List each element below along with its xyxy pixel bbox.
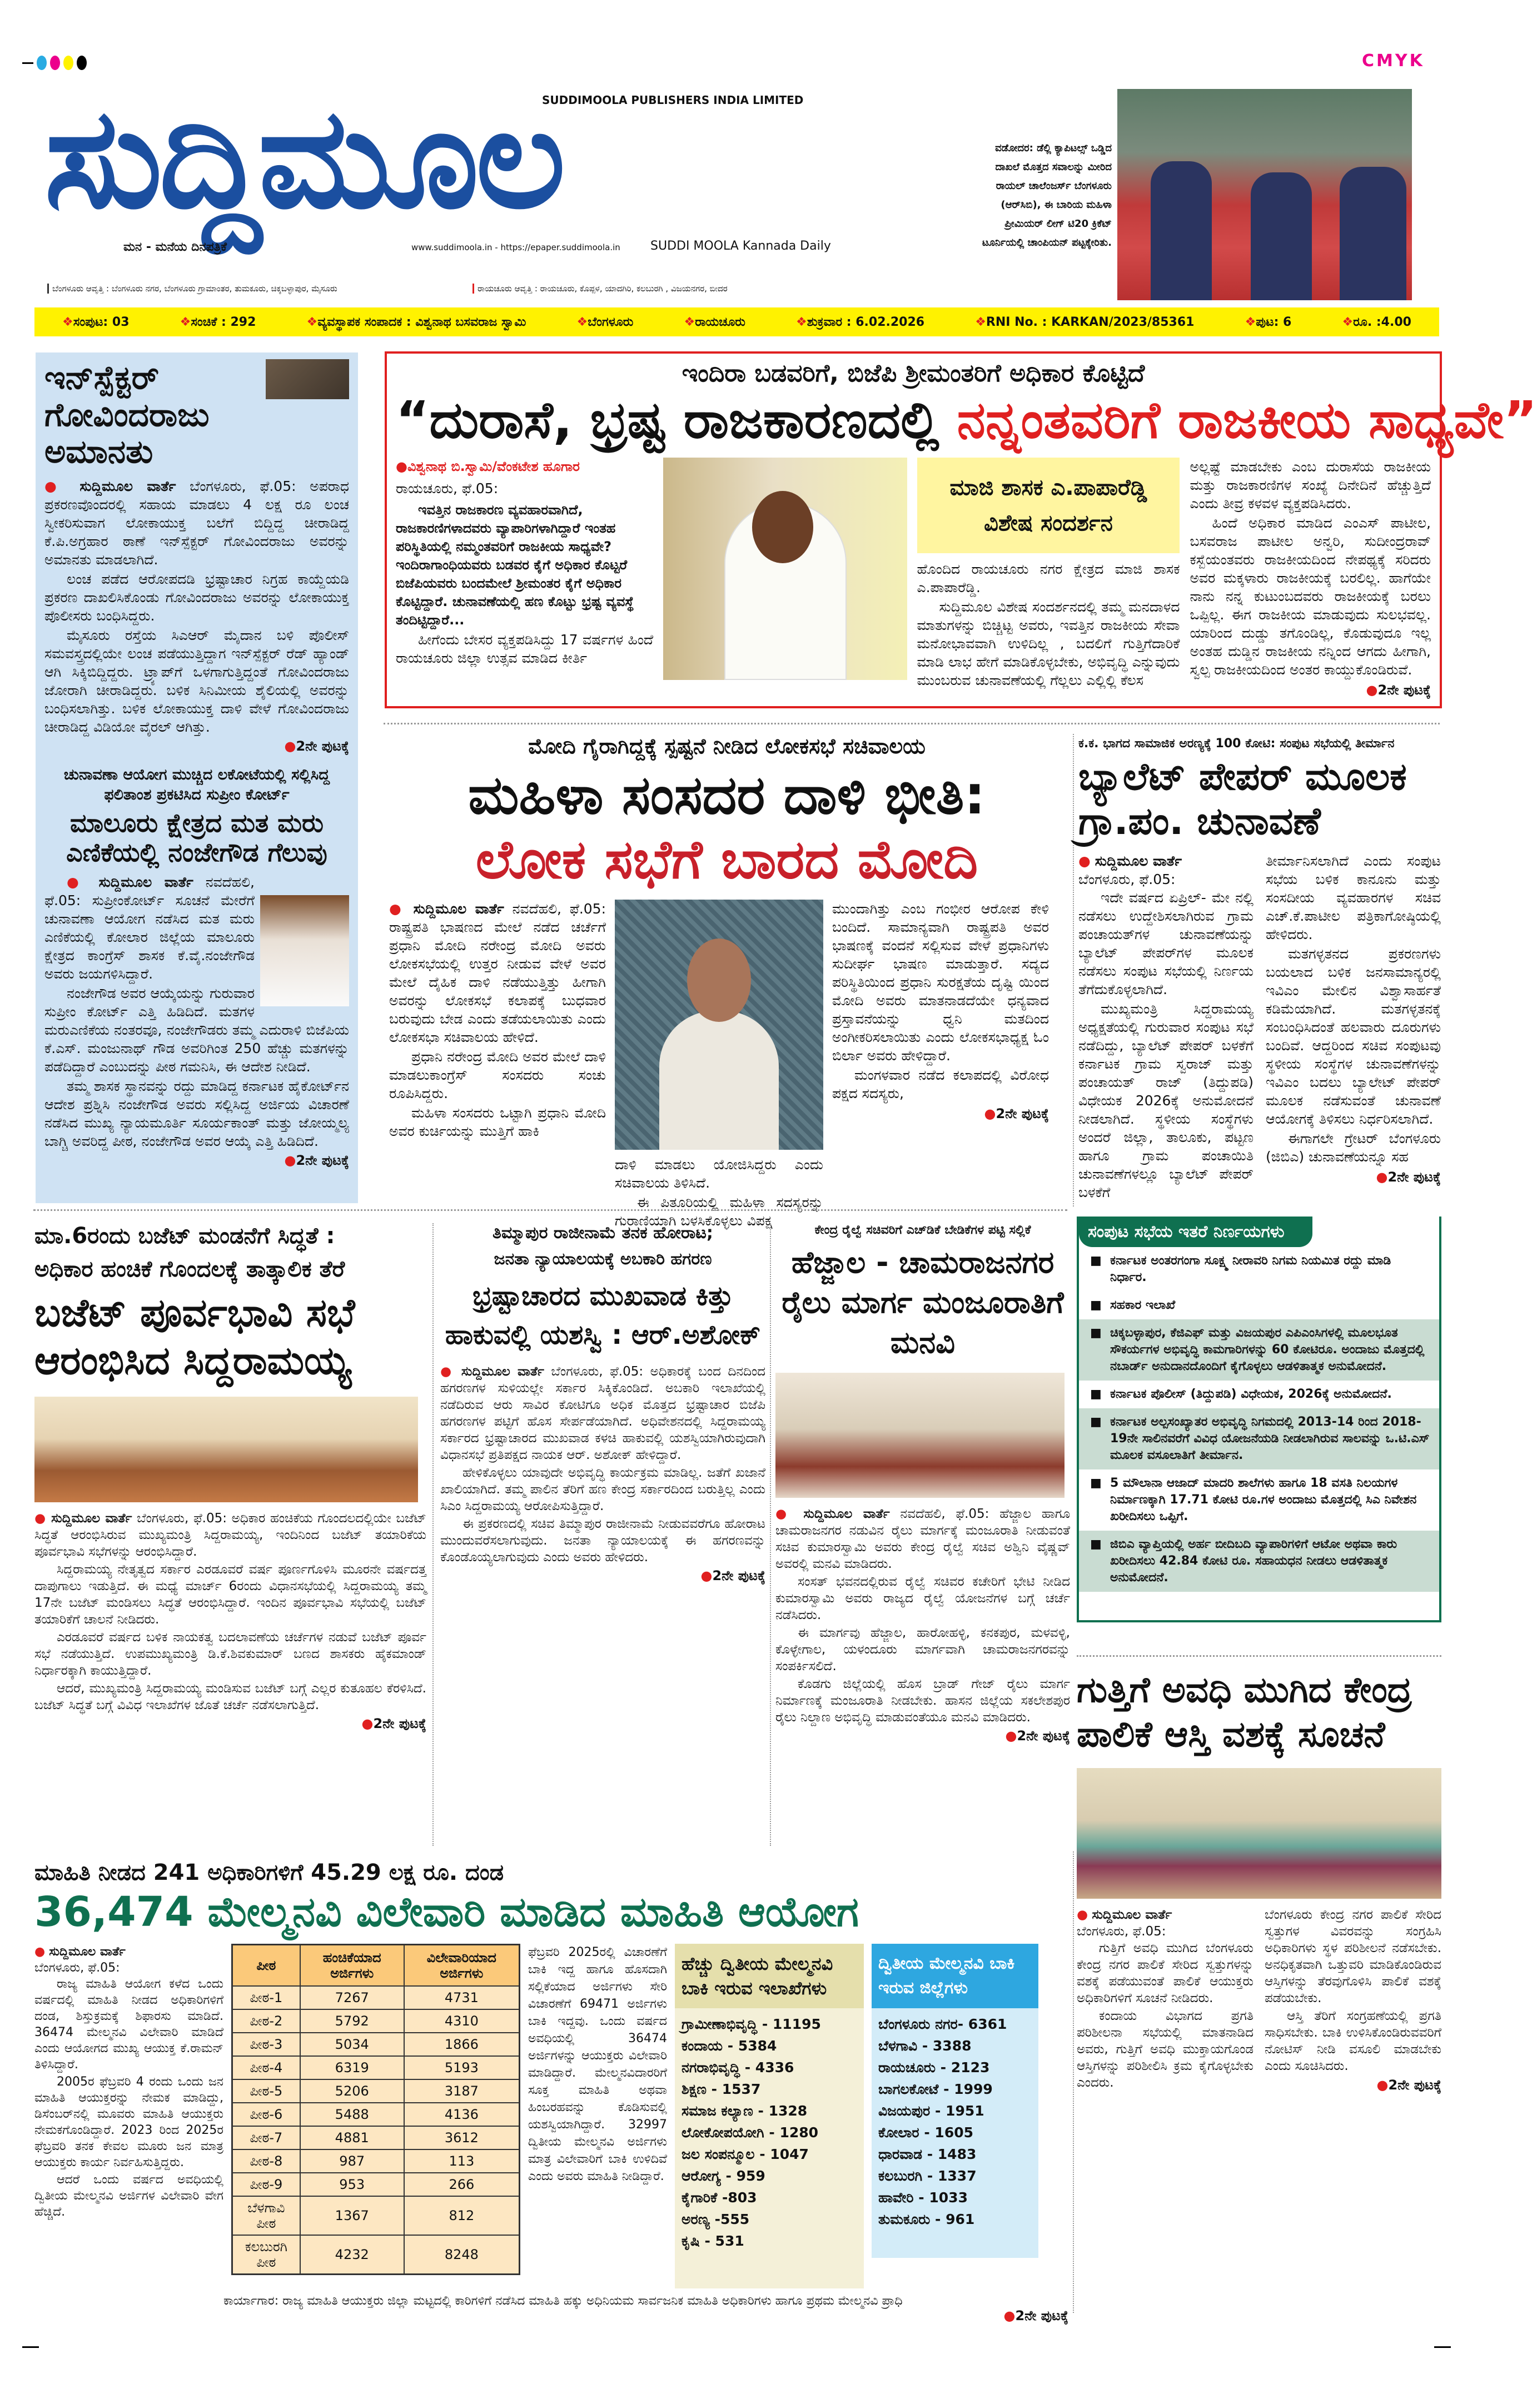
modi-col-1: ● ಸುದ್ದಿಮೂಲ ವಾರ್ತೆ ನವದೆಹಲಿ, ಫೆ.05: ರಾಷ್ಟ್ರಪತಿ ಭಾಷಣದ ಮೇಲೆ ನಡೆದ ಚರ್ಚೆಗೆ ಪ್ರಧಾನಿ ಮೋದಿ ನರೇಂದ್ರ ಮೋದಿ ಅವರು ಲೋಕಸಭೆಯಲ್ಲಿ ಉತ್ತರ ನೀಡುವ ವೇಳೆ ಅವರ ಮೇಲೆ ದೈಹಿಕ ದಾಳಿ ನಡೆಯುತ್ತಿತ್ತು ಹೀಗಾಗಿ ಅವರನ್ನು ಲೋಕಸಭೆ ಕಲಾಪಕ್ಕೆ ಬುಧವಾರ ಬರುವುದು ಬೇಡ ಎಂದು ತಡೆಯಲಾಯಿತು ಎಂದು ಲೋಕಸಭಾ ಸಚಿವಾಲಯ ಹೇಳಿದೆ. ಪ್ರಧಾನಿ ನರೇಂದ್ರ ಮೋದಿ ಅವರ ಮೇಲೆ ದಾಳಿ ಮಾಡಲುಕಾಂಗ್ರೆಸ್ ಸಂಸದರು ಸಂಚು ರೂಪಿಸಿದ್ದರು. ಮಹಿಳಾ ಸಂಸದರು ಒಟ್ಟಾಗಿ ಪ್ರಧಾನಿ ಮೋದಿ ಅವರ ಕುರ್ಚಿಯನ್ನು ಮುತ್ತಿಗೆ ಹಾಕಿ — [389, 900, 606, 1139]
table-cell: 7267 — [300, 1986, 404, 2009]
photo-caption: ವಡೋದರ: ಡೆಲ್ಲಿ ಕ್ಯಾಪಿಟಲ್ಸ್ ಒಡ್ಡಿದ ದಾಖಲೆ ಮೊತ್ತದ ಸವಾಲನ್ನು ಮೀರಿದ ರಾಯಲ್ ಚಾಲೆಂಜರ್ಸ್ ಬೆಂಗಳೂರು (ಆರ್‌ಸಿಬಿ), ಈ ಬಾರಿಯ ಮಹಿಳಾ ಪ್ರೀಮಿಯರ್ ಲೀಗ್ ಟಿ20 ಕ್ರಿಕೆಟ್ ಟೂರ್ನಿಯಲ್ಲಿ ಚಾಂಪಿಯನ್ ಪಟ್ಟಕ್ಕೇರಿತು. — [982, 142, 1112, 249]
departments-box-title: ಹೆಚ್ಚು ದ್ವಿತೀಯ ಮೇಲ್ಮನವಿ ಬಾಕಿ ಇರುವ ಇಲಾಖೆಗಳು — [675, 1944, 864, 2008]
ashok-headline: ಭ್ರಷ್ಟಾಚಾರದ ಮುಖವಾಡ ಕಿತ್ತು ಹಾಕುವಲ್ಲಿ ಯಶಸ್ವಿ : ಆರ್.ಅಶೋಕ್ — [445, 1280, 761, 1351]
paapareddy-photo — [663, 458, 907, 680]
rti-headline: 36,474 ಮೇಲ್ಮನವಿ ವಿಲೇವಾರಿ ಮಾಡಿದ ಮಾಹಿತಿ ಆಯೋಗ — [34, 1888, 859, 1936]
modi-headline-black: ಮಹಿಳಾ ಸಂಸದರ ದಾಳಿ ಭೀತಿ: — [468, 764, 986, 826]
rti-col-text: ಫೆಬ್ರವರಿ 2025ರಲ್ಲಿ ವಿಚಾರಣೆಗೆ ಬಾಕಿ ಇದ್ದ ಹಾಗೂ ಹೊಸದಾಗಿ ಸಲ್ಲಿಕೆಯಾದ ಅರ್ಜಿಗಳು ಸೇರಿ ವಿಚಾರಣೆಗೆ 69471 ಅರ್ಜಿಗಳು ಬಾಕಿ ಇದ್ದವು. ಒಂದು ವರ್ಷದ ಅವಧಿಯಲ್ಲಿ 36474 ಅರ್ಜಿಗಳನ್ನು ಆಯುಕ್ತರು ವಿಲೇವಾರಿ ಮಾಡಿದ್ದಾರೆ. ಮೇಲ್ಮನವಿದಾರರಿಗೆ ಸೂಕ್ತ ಮಾಹಿತಿ ಅಥವಾ ಹಿಂಬರಹವನ್ನು ಕೊಡಿಸುವಲ್ಲಿ ಯಶಸ್ವಿಯಾಗಿದ್ದಾರೆ. 32997 ದ್ವಿತೀಯ ಮೇಲ್ಮನವಿ ಅರ್ಜಿಗಳು ಮಾತ್ರ ವಿಲೇವಾರಿಗೆ ಬಾಕಿ ಉಳಿದಿವೆ ಎಂದು ಅವರು ಮಾಹಿತಿ ನೀಡಿದ್ದಾರೆ. — [528, 1945, 667, 2184]
lead-headline: “ದುರಾಸೆ, ಭ್ರಷ್ಟ ರಾಜಕಾರಣದಲ್ಲಿ ನನ್ನಂತವರಿಗೆ ರಾಜಕೀಯ ಸಾಧ್ಯವೇ” — [396, 390, 1537, 450]
color-swatch-yellow — [63, 56, 73, 70]
ballot-col-2: ತೀರ್ಮಾನಿಸಲಾಗಿದೆ ಎಂದು ಸಂಪುಟ ಸಭೆಯ ಬಳಿಕ ಕಾನೂನು ಮತ್ತು ಸಂಸದೀಯ ವ್ಯವಹಾರಗಳ ಸಚಿವ ಎಚ್.ಕೆ.ಪಾಟೀಲ ಪತ್ರಿಕಾಗೋಷ್ಠಿಯಲ್ಲಿ ಹೇಳಿದರು. ಮತಗಳ್ಳತನದ ಪ್ರಕರಣಗಳು ಬಯಲಾದ ಬಳಿಕ ಜನಸಾಮಾನ್ಯರಲ್ಲಿ ಇವಿಎಂ ಮೇಲಿನ ವಿಶ್ವಾಸಾರ್ಹತೆ ಕಡಿಮೆಯಾಗಿದೆ. ಮತಗಳ್ಳತನಕ್ಕೆ ಸಂಬಂಧಿಸಿದಂತೆ ಹಲವಾರು ದೂರುಗಳು ಬಂದಿವೆ. ಆದ್ದರಿಂದ ಸಚಿವ ಸಂಪುಟವು ಸ್ಥಳೀಯ ಸಂಸ್ಥೆಗಳ ಚುನಾವಣೆಗಳನ್ನು ಇವಿಎಂ ಬದಲು ಬ್ಯಾಲೇಟ್ ಪೇಪರ್ ಮೂಲಕ ನಡೆಸುವಂತೆ ಚುನಾವಣೆ ಆಯೋಗಕ್ಕೆ ತಿಳಿಸಲು ನಿರ್ಧರಿಸಲಾಗಿದೆ. ಈಗಾಗಲೇ ಗ್ರೇಟರ್ ಬೆಂಗಳೂರು (ಜಿಬಿಎ) ಚುನಾವಣೆಯನ್ನೂ ಸಹ ●2ನೇ ಪುಟಕ್ಕೆ — [1266, 852, 1441, 1203]
list-item: ವಿಜಯಪುರ - 1951 — [878, 2103, 984, 2119]
table-header: ವಿಲೇವಾರಿಯಾದ ಅರ್ಜಿಗಳು — [404, 1945, 520, 1987]
info-city-bengaluru: ❖ಬೆಂಗಳೂರು — [576, 315, 634, 329]
table-row — [232, 2196, 520, 2235]
table-cell: 4310 — [404, 2009, 520, 2033]
edition-raichur: ರಾಯಚೂರು ಆವೃತ್ತಿ : ರಾಯಚೂರು, ಕೊಪ್ಪಳ, ಯಾದಗಿರಿ, ಕಲಬುರಗಿ , ವಿಜಯನಗರ, ಬೀದರ — [472, 284, 728, 294]
continued-link[interactable]: ●2ನೇ ಪುಟಕ್ಕೆ — [1366, 682, 1431, 698]
budget-meeting-photo — [34, 1397, 418, 1502]
divider — [1073, 734, 1074, 1207]
table-cell: 5488 — [300, 2103, 404, 2126]
continued-link[interactable]: ●2ನೇ ಪುಟಕ್ಕೆ — [284, 1152, 349, 1168]
lease-story — [1077, 1668, 1444, 2313]
list-item: ಆರೋಗ್ಯ - 959 — [682, 2168, 765, 2184]
list-item: ಸಮಾಜ ಕಲ್ಯಾಣ - 1328 — [682, 2103, 808, 2119]
list-item: ಗ್ರಾಮೀಣಾಭಿವೃದ್ಧಿ - 11195 — [682, 2016, 821, 2033]
table-cell: ಪೀಠ-7 — [232, 2126, 300, 2149]
table-cell: ಪೀಠ-1 — [232, 1986, 300, 2009]
continued-link[interactable]: ●2ನೇ ಪುಟಕ್ಕೆ — [1005, 1728, 1070, 1744]
cmyk-label: CMYK — [1362, 51, 1425, 71]
kumaraswamy-meeting-photo — [775, 1373, 1065, 1498]
inspector-headline: ಇನ್‌ಸ್ಪೆಕ್ಟರ್ ಗೋವಿಂದರಾಜು ಅಮಾನತು — [44, 359, 210, 471]
lead-col-1: ●ವಿಶ್ವನಾಥ ಬಿ.ಸ್ವಾಮಿ/ವೆಂಕಟೇಶ ಹೂಗಾರ ರಾಯಚೂರು, ಫೆ.05: ಇವತ್ತಿನ ರಾಜಕಾರಣ ವ್ಯವಹಾರವಾಗಿದೆ, ರಾಜಕಾರಣಿಗಳಾದವರು ವ್ಯಾಪಾರಿಗಳಾಗಿದ್ದಾರೆ ಇಂತಹ ಪರಿಸ್ಥಿತಿಯಲ್ಲಿ ನಮ್ಮಂತವರಿಗೆ ರಾಜಕೀಯ ಸಾಧ್ಯವೇ? ಇಂದಿರಾಗಾಂಧಿಯವರು ಬಡವರ ಕೈಗೆ ಅಧಿಕಾರ ಕೊಟ್ಟರೆ ಬಿಜೆಪಿಯವರು ಬಂದಮೇಲೆ ಶ್ರೀಮಂತರ ಕೈಗೆ ಅಧಿಕಾರ ಕೊಟ್ಟಿದ್ದಾರೆ. ಚುನಾವಣೆಯಲ್ಲಿ ಹಣ ಕೊಟ್ಟು ಭ್ರಷ್ಟ ವ್ಯವಸ್ಥೆ ತಂದಿಟ್ಟಿದ್ದಾರೆ... ಹೀಗೆಂದು ಬೇಸರ ವ್ಯಕ್ತಪಡಿಸಿದ್ದು 17 ವರ್ಷಗಳ ಹಿಂದೆ ರಾಯಚೂರು ಜಿಲ್ಲಾ ಉತ್ಸವ ಮಾಡಿದ ಕೀರ್ತಿ — [396, 458, 654, 666]
departments-box — [675, 1944, 864, 2288]
table-header: ಹಂಚಿಕೆಯಾದ ಅರ್ಜಿಗಳು — [300, 1945, 404, 1987]
list-item: ಶಿಕ್ಷಣ - 1537 — [682, 2081, 761, 2098]
table-row — [232, 2126, 520, 2149]
crop-mark — [1434, 2346, 1451, 2348]
table-cell: ಪೀಠ-5 — [232, 2079, 300, 2103]
list-item: ಬೆಳಗಾವಿ - 3388 — [878, 2038, 972, 2054]
list-item: ಕೃಷಿ - 531 — [682, 2233, 744, 2250]
masthead-tagline: ಮನ - ಮನೆಯ ದಿನಪತ್ರಿಕೆ — [123, 240, 227, 254]
lead-col-3: ಹೊಂದಿದ ರಾಯಚೂರು ನಗರ ಕ್ಷೇತ್ರದ ಮಾಜಿ ಶಾಸಕ ಎ.ಪಾಪಾರೆಡ್ಡಿ. ಸುದ್ದಿಮೂಲ ವಿಶೇಷ ಸಂದರ್ಶನದಲ್ಲಿ ತಮ್ಮ ಮನದಾಳದ ಮಾತುಗಳನ್ನು ಬಿಚ್ಚಿಟ್ಟ ಅವರು, ಇವತ್ತಿನ ರಾಜಕೀಯ ಸೇವಾ ಮನೋಭಾವವಾಗಿ ಉಳಿದಿಲ್ಲ , ಬದಲಿಗೆ ಗುತ್ತಿಗೆದಾರಿಕೆ ಮಾಡಿ ಲಾಭ ಹೇಗೆ ಮಾಡಿಕೊಳ್ಳಬೇಕು, ಅಭಿವೃದ್ಧಿ ಎನ್ನುವುದು ಮುಂಬರುವ ಚುನಾವಣೆಯಲ್ಲಿ ಗೆಲ್ಲಲು ಎಲ್ಲಿಲ್ಲಿ ಕೆಲಸ — [917, 560, 1180, 688]
table-cell: 4232 — [300, 2235, 404, 2275]
table-cell: 1367 — [300, 2196, 404, 2235]
continued-link[interactable]: ●2ನೇ ಪುಟಕ್ಕೆ — [700, 1568, 765, 1583]
ballot-kicker: ಕ.ಕ. ಭಾಗದ ಸಾಮಾಜಿಕ ಅರಣ್ಯಕ್ಕೆ 100 ಕೋಟಿ: ಸಂಪುಟ ಸಭೆಯಲ್ಲಿ ತೀರ್ಮಾನ — [1078, 737, 1395, 751]
color-swatch-magenta — [50, 56, 60, 70]
continued-link[interactable]: ●2ನೇ ಪುಟಕ್ಕೆ — [1003, 2308, 1068, 2324]
table-cell: ಪೀಠ-4 — [232, 2056, 300, 2079]
lead-byline: ●ವಿಶ್ವನಾಥ ಬಿ.ಸ್ವಾಮಿ/ವೆಂಕಟೇಶ ಹೂಗಾರ — [396, 458, 580, 474]
table-cell: ಬೆಳಗಾವಿ ಪೀಠ — [232, 2196, 300, 2235]
list-item: ■ ಕರ್ನಾಟಕ ಅಲ್ಪಸಂಖ್ಯಾತರ ಅಭಿವೃದ್ಧಿ ನಿಗಮದಲ್ಲಿ 2013-14 ರಿಂದ 2018-19ನೇ ಸಾಲಿನವರೆಗೆ ವಿವಿಧ ಯೋಜನೆಯಡಿ ನೀಡಲಾಗಿರುವ ಸಾಲವನ್ನು ಒ.ಟಿ.ಎಸ್ ಮೂಲಕ ವಸೂಲಾತಿಗೆ ತೀರ್ಮಾನ. — [1079, 1408, 1439, 1469]
table-cell: 8248 — [404, 2235, 520, 2275]
table-cell: 953 — [300, 2173, 404, 2196]
list-item: ಕಲಬುರಗಿ - 1337 — [878, 2168, 977, 2184]
cabinet-decisions-list — [1079, 1247, 1439, 1592]
continued-link[interactable]: ●2ನೇ ಪುಟಕ್ಕೆ — [361, 1716, 426, 1731]
divider — [384, 723, 1440, 724]
list-item: ಬೆಂಗಳೂರು ನಗರ- 6361 — [878, 2016, 1007, 2033]
table-cell: ಪೀಠ-2 — [232, 2009, 300, 2033]
table-cell: 4881 — [300, 2126, 404, 2149]
maluru-headline: ಮಾಲೂರು ಕ್ಷೇತ್ರದ ಮತ ಮರು ಎಣಿಕೆಯಲ್ಲಿ ನಂಜೇಗೌಡ ಗೆಲುವು — [66, 808, 327, 867]
ashok-story — [440, 1223, 765, 1846]
table-row — [232, 2009, 520, 2033]
palike-meeting-photo — [1077, 1768, 1441, 1899]
list-item: ತುಮಕೂರು - 961 — [878, 2211, 975, 2228]
table-cell: 4136 — [404, 2103, 520, 2126]
table-row — [232, 2033, 520, 2056]
ballot-story — [1078, 737, 1445, 1207]
color-swatch-cyan — [37, 56, 47, 70]
list-item: ■ 5 ಮೌಲಾನಾ ಆಜಾದ್ ಮಾದರಿ ಶಾಲೆಗಳು ಹಾಗೂ 18 ವಸತಿ ನಿಲಯಗಳ ನಿರ್ಮಾಣಕ್ಕಾಗಿ 17.71 ಕೋಟಿ ರೂ.ಗಳ ಅಂದಾಜು ಮೊತ್ತದಲ್ಲಿ ಸಿಎ ನಿವೇಶನ ಖರೀದಿಸಲು ಒಪ್ಪಿಗೆ. — [1090, 1476, 1417, 1523]
table-cell: ಪೀಠ-3 — [232, 2033, 300, 2056]
lease-col-1: ● ಸುದ್ದಿಮೂಲ ವಾರ್ತೆ ಬೆಂಗಳೂರು, ಫೆ.05: ಗುತ್ತಿಗೆ ಅವಧಿ ಮುಗಿದ ಬೆಂಗಳೂರು ಕೇಂದ್ರ ನಗರ ಪಾಲಿಕೆ ಸೇರಿದ ಸ್ವತ್ತುಗಳನ್ನು ವಶಕ್ಕೆ ಪಡೆಯುವಂತೆ ಪಾಲಿಕೆ ಆಯುಕ್ತರು ಅಧಿಕಾರಿಗಳಿಗೆ ಸೂಚನೆ ನೀಡಿದರು. ಕಂದಾಯ ವಿಭಾಗದ ಪ್ರಗತಿ ಪರಿಶೀಲನಾ ಸಭೆಯಲ್ಲಿ ಮಾತನಾಡಿದ ಅವರು, ಗುತ್ತಿಗೆ ಅವಧಿ ಮುಕ್ತಾಯಗೊಂಡ ಆಸ್ತಿಗಳನ್ನು ಪರಿಶೀಲಿಸಿ ಕ್ರಮ ಕೈಗೊಳ್ಳಬೇಕು ಎಂದರು. — [1077, 1908, 1254, 2090]
list-item: ರಾಯಚೂರು - 2123 — [878, 2059, 990, 2076]
modi-col-2: ದಾಳಿ ಮಾಡಲು ಯೋಜಿಸಿದ್ದರು ಎಂದು ಸಚಿವಾಲಯ ತಿಳಿಸಿದೆ. ಈ ಪಿತೂರಿಯಲ್ಲಿ ಮಹಿಳಾ ಸದಸ್ಯರನ್ನು ಗುರಾಣಿಯಾಗಿ ಬಳಸಿಕೊಳ್ಳಲು ವಿಪಕ್ಷ — [615, 1156, 823, 1229]
table-cell: 266 — [404, 2173, 520, 2196]
list-item: ಕೋಲಾರ - 1605 — [878, 2124, 974, 2141]
cabinet-decisions-box — [1077, 1217, 1441, 1622]
info-bar — [34, 307, 1439, 336]
color-swatch-black — [77, 56, 87, 70]
list-item: ಕಂದಾಯ - 5384 — [682, 2038, 777, 2054]
table-cell: 812 — [404, 2196, 520, 2235]
info-issue: ❖ಸಂಚಿಕೆ : 292 — [180, 315, 256, 329]
list-item: ■ ಸಹಕಾರ ಇಲಾಖೆ — [1090, 1298, 1176, 1312]
districts-box — [872, 1944, 1038, 2258]
info-price: ❖ರೂ. :4.00 — [1342, 315, 1411, 329]
table-cell: ಪೀಠ-9 — [232, 2173, 300, 2196]
list-item: ಬಾಗಲಕೋಟೆ - 1999 — [878, 2081, 993, 2098]
left-news-column — [36, 352, 358, 1203]
cricket-team-photo — [1117, 89, 1412, 300]
budget-kicker-2: ಅಧಿಕಾರ ಹಂಚಿಕೆ ಗೊಂದಲಕ್ಕೆ ತಾತ್ಕಾಲಿಕ ತೆರೆ — [34, 1257, 345, 1282]
table-cell: 5034 — [300, 2033, 404, 2056]
table-cell: 5193 — [404, 2056, 520, 2079]
table-row — [232, 2079, 520, 2103]
rail-kicker: ಕೇಂದ್ರ ರೈಲ್ವೆ ಸಚಿವರಿಗೆ ಎಚ್‌ಡಿಕೆ ಬೇಡಿಕೆಗಳ ಪಟ್ಟಿ ಸಲ್ಲಿಕೆ — [814, 1223, 1031, 1237]
masthead-logo: ಸುದ್ದಿಮೂಲ — [44, 77, 563, 239]
ballot-headline: ಬ್ಯಾಲೆಟ್ ಪೇಪರ್ ಮೂಲಕ ಗ್ರಾ.ಪಂ. ಚುನಾವಣೆ — [1078, 755, 1407, 843]
table-cell: ಕಲಬುರಗಿ ಪೀಠ — [232, 2235, 300, 2275]
inspector-photo — [266, 359, 349, 399]
table-cell: 1866 — [404, 2033, 520, 2056]
ashok-kicker-2: ಜನತಾ ನ್ಯಾಯಾಲಯಕ್ಕೆ ಅಬಕಾರಿ ಹಗರಣ — [494, 1249, 712, 1269]
ashok-body: ● ಸುದ್ದಿಮೂಲ ವಾರ್ತೆ ಬೆಂಗಳೂರು, ಫೆ.05: ಅಧಿಕಾರಕ್ಕೆ ಬಂದ ದಿನದಿಂದ ಹಗರಣಗಳ ಸುಳಿಯಲ್ಲೇ ಸರ್ಕಾರ ಸಿಕ್ಕಿಕೊಂಡಿದೆ. ಅಬಕಾರಿ ಇಲಾಖೆಯಲ್ಲಿ ನಡೆದಿರುವ ಆರು ಸಾವಿರ ಕೋಟಿಗೂ ಅಧಿಕ ಮೊತ್ತದ ಭ್ರಷ್ಟಾಚಾರ ಬಿಜೆಪಿ ಹಗರಣಗಳ ಪಟ್ಟಿಗೆ ಹೊಸ ಸೇರ್ಪಡೆಯಾಗಿದೆ. ಅಧಿವೇಶನದಲ್ಲಿ ಸಿದ್ದರಾಮಯ್ಯ ಸರ್ಕಾರದ ಭ್ರಷ್ಟಾಚಾರದ ಮುಖವಾಡ ಕಳಚಿ ಹಾಕುವಲ್ಲಿ ಯಶಸ್ವಿಯಾಗಿರುವುದಾಗಿ ವಿಧಾನಸಭೆ ಪ್ರತಿಪಕ್ಷದ ನಾಯಕ ಆರ್. ಅಶೋಕ್ ಹೇಳಿದ್ದಾರೆ. ಹೇಳಿಕೊಳ್ಳಲು ಯಾವುದೇ ಅಭಿವೃದ್ಧಿ ಕಾರ್ಯಕ್ರಮ ಮಾಡಿಲ್ಲ. ಜತೆಗೆ ಖಜಾನೆ ಖಾಲಿಯಾಗಿದೆ. ತಮ್ಮ ಪಾಲಿನ ತೆರಿಗೆ ಹಣ ಕೇಂದ್ರ ಸರ್ಕಾರದಿಂದ ಬರುತ್ತಿಲ್ಲ ಎಂದು ಸಿಎಂ ಸಿದ್ದರಾಮಯ್ಯ ಆರೋಪಿಸುತ್ತಿದ್ದಾರೆ. ಈ ಪ್ರಕರಣದಲ್ಲಿ ಸಚಿವ ತಿಮ್ಮಾಪುರ ರಾಜೀನಾಮೆ ನೀಡುವವರೆಗೂ ಹೋರಾಟ ಮುಂದುವರೆಸಲಾಗುವುದು. ಜನತಾ ನ್ಯಾಯಾಲಯಕ್ಕೆ ಈ ಹಗರಣವನ್ನು ಕೊಂಡೊಯ್ಯಲಾಗುವುದು ಎಂದು ಅವರು ಹೇಳಿದರು. — [440, 1364, 765, 1565]
budget-headline: ಬಜೆಟ್ ಪೂರ್ವಭಾವಿ ಸಭೆ ಆರಂಭಿಸಿದ ಸಿದ್ದರಾಮಯ್ಯ — [34, 1290, 355, 1383]
list-item: ಹಾವೇರಿ - 1033 — [878, 2189, 968, 2206]
rti-kicker: ಮಾಹಿತಿ ನೀಡದ 241 ಅಧಿಕಾರಿಗಳಿಗೆ 45.29 ಲಕ್ಷ ರೂ. ದಂಡ — [34, 1860, 504, 1885]
modi-kicker: ಮೋದಿ ಗೈರಾಗಿದ್ದಕ್ಕೆ ಸ್ಪಷ್ಟನೆ ನೀಡಿದ ಲೋಕಸಭೆ ಸಚಿವಾಲಯ — [528, 734, 926, 758]
info-city-raichur: ❖ರಾಯಚೂರು — [684, 315, 745, 329]
continued-link[interactable]: ●2ನೇ ಪುಟಕ್ಕೆ — [1376, 1169, 1441, 1185]
list-item: ■ ಚಿಕ್ಕಬಳ್ಳಾಪುರ, ಕೆಜಿಎಫ್ ಮತ್ತು ವಿಜಯಪುರ ಎಪಿಎಂಸಿಗಳಲ್ಲಿ ಮೂಲಭೂತ ಸೌಕರ್ಯಗಳ ಅಭಿವೃದ್ಧಿ ಕಾಮಗಾರಿಗಳನ್ನು 60 ಕೋಟಿರೂ. ಅಂದಾಜು ಮೊತ್ತದಲ್ಲಿ ನಬಾರ್ಡ್ ಅನುದಾನದೊಂದಿಗೆ ಕೈಗೊಳ್ಳಲು ಆಡಳಿತಾತ್ಮಕ ಅನುಮೋದನೆ. — [1079, 1319, 1439, 1381]
table-row — [232, 2103, 520, 2126]
om-birla-photo — [615, 900, 823, 1150]
lead-kicker: ಇಂದಿರಾ ಬಡವರಿಗೆ, ಬಿಜೆಪಿ ಶ್ರೀಮಂತರಿಗೆ ಅಧಿಕಾರ ಕೊಟ್ಟಿದೆ — [682, 359, 1145, 388]
divider — [1077, 1655, 1441, 1657]
info-rni: ❖RNI No. : KARKAN/2023/85361 — [975, 315, 1195, 329]
lead-story — [385, 351, 1537, 708]
edition-bengaluru: ಬೆಂಗಳೂರು ಆವೃತ್ತಿ : ಬೆಂಗಳೂರು ನಗರ, ಬೆಂಗಳೂರು ಗ್ರಾಮಾಂತರ, ತುಮಕೂರು, ಚಿಕ್ಕಬಳ್ಳಾಪುರ, ಮೈಸೂರು — [47, 284, 337, 294]
rti-footer: ಕಾರ್ಯಾಗಾರ: ರಾಜ್ಯ ಮಾಹಿತಿ ಆಯುಕ್ತರು ಜಿಲ್ಲಾ ಮಟ್ಟದಲ್ಲಿ ಕಾರಿಗಳಿಗೆ ನಡೆಸಿದ ಮಾಹಿತಿ ಹಕ್ಕು ಅಧಿನಿಯಮ ಸಾರ್ವಜನಿಕ ಮಾಹಿತಿ ಅಧಿಕಾರಿಗಳು ಹಾಗೂ ಪ್ರಥಮ ಮೇಲ್ಮನವಿ ಪ್ರಾಧಿ — [223, 2294, 903, 2308]
table-row — [232, 2235, 520, 2275]
info-date: ❖ಶುಕ್ರವಾರ : 6.02.2026 — [795, 315, 925, 329]
lead-col-4: ಅಲ್ಲಷ್ಟೆ ಮಾಡಬೇಕು ಎಂಬ ದುರಾಸೆಯ ರಾಜಕೀಯ ಮತ್ತು ರಾಜಕಾರಣಿಗಳ ಸಂಖ್ಯೆ ದಿನೇದಿನೆ ಹೆಚ್ಚುತ್ತಿದೆ ಎಂದು ತೀವ್ರ ಕಳವಳ ವ್ಯಕ್ತಪಡಿಸಿದರು. ಹಿಂದೆ ಅಧಿಕಾರ ಮಾಡಿದ ಎಂಎಸ್ ಪಾಟೀಲ, ಬಸವರಾಜ ಪಾಟೀಲ ಅನ್ವರಿ, ಸುದೀಂದ್ರರಾವ್ ಕಸ್ಬೆಯಂತವರು ರಾಜಕೀಯದಿಂದ ನೇಪಥ್ಯಕ್ಕೆ ಸರಿದರು ಅವರ ಮಕ್ಕಳಾರು ರಾಜಕೀಯಕ್ಕೆ ಬರಲಿಲ್ಲ. ಹಾಗೆಯೇ ನಾನು ನನ್ನ ಕುಟುಂಬದವರು ರಾಜಕೀಯಕ್ಕೆ ಬರಲು ಒಪ್ಪಿಲ್ಲ. ಈಗ ರಾಜಕೀಯ ಮಾಡುವುದು ಸುಲಭವಲ್ಲ. ಯಾರಿಂದ ದುಡ್ಡು ತಗೊಂಡಿಲ್ಲ, ಕೊಡುವುದೂ ಇಲ್ಲ ಅಂತಹ ದುಡ್ಡಿನ ರಾಜಕೀಯ ನನ್ನಿಂದ ಆಗದು ಹೀಗಾಗಿ, ಸ್ವಲ್ಪ ರಾಜಕೀಯದಿಂದ ಅಂತರ ಕಾಯ್ದುಕೊಂಡಿರುವೆ. ●2ನೇ ಪುಟಕ್ಕೆ — [1190, 458, 1431, 699]
rail-story — [775, 1223, 1070, 1846]
list-item: ನಗರಾಭಿವೃದ್ಧಿ - 4336 — [682, 2059, 794, 2076]
table-row — [232, 2149, 520, 2173]
table-row — [232, 1986, 520, 2009]
maluru-body: ● ಸುದ್ದಿಮೂಲ ವಾರ್ತೆ ನವದೆಹಲಿ, ಫೆ.05: ಸುಪ್ರೀಂಕೋರ್ಟ್ ಸೂಚನೆ ಮೇರೆಗೆ ಚುನಾವಣಾ ಆಯೋಗ ನಡೆಸಿದ ಮತ ಮರು ಎಣಿಕೆಯಲ್ಲಿ ಕೋಲಾರ ಜಿಲ್ಲೆಯ ಮಾಲೂರು ಕ್ಷೇತ್ರದ ಕಾಂಗ್ರೆಸ್ ಶಾಸಕ ಕೆ.ವೈ.ನಂಜೇಗೌಡ ಅವರು ಜಯಗಳಿಸಿದ್ದಾರೆ. ನಂಜೇಗೌಡ ಅವರ ಆಯ್ಕೆಯನ್ನು ಗುರುವಾರ ಸುಪ್ರೀಂ ಕೋರ್ಟ್ ಎತ್ತಿ ಹಿಡಿದಿದೆ. ಮತಗಳ ಮರುಎಣಿಕೆಯ ನಂತರವೂ, ನಂಜೇಗೌಡರು ತಮ್ಮ ಎದುರಾಳಿ ಬಿಜೆಪಿಯ ಕೆ.ಎಸ್. ಮಂಜುನಾಥ್ ಗೌಡ ಅವರಿಗಿಂತ 250 ಹೆಚ್ಚು ಮತಗಳನ್ನು ಪಡೆದಿದ್ದಾರೆ ಎಂಬುದನ್ನು ಪೀಠ ಗಮನಿಸಿ, ಈ ಆದೇಶ ನೀಡಿದೆ. ತಮ್ಮ ಶಾಸಕ ಸ್ಥಾನವನ್ನು ರದ್ದು ಮಾಡಿದ್ದ ಕರ್ನಾಟಕ ಹೈಕೋರ್ಟ್‌ನ ಆದೇಶ ಪ್ರಶ್ನಿಸಿ ನಂಜೇಗೌಡ ಅವರು ಸಲ್ಲಿಸಿದ್ದ ಅರ್ಜಿಯ ವಿಚಾರಣೆ ನಡೆಸಿದ ಮುಖ್ಯ ನ್ಯಾಯಮೂರ್ತಿ ಸೂರ್ಯಕಾಂತ್ ಮತ್ತು ಜೋಯ್ಮಲ್ಯ ಬಾಗ್ಚಿ ಅವರಿದ್ದ ಪೀಠ, ನಂಜೇಗೌಡ ಅವರ ಆಯ್ಕೆ ಎತ್ತಿ ಹಿಡಿದಿದೆ. — [44, 873, 349, 1149]
rti-bench-table — [231, 1944, 520, 2275]
budget-body: ● ಸುದ್ದಿಮೂಲ ವಾರ್ತೆ ಬೆಂಗಳೂರು, ಫೆ.05: ಅಧಿಕಾರ ಹಂಚಿಕೆಯ ಗೊಂದಲದಲ್ಲಿಯೇ ಬಜೆಟ್ ಸಿದ್ಧತೆ ಆರಂಭಿಸಿರುವ ಮುಖ್ಯಮಂತ್ರಿ ಸಿದ್ದರಾಮಯ್ಯ, ಇಂದಿನಿಂದ ಬಜೆಟ್ ತಯಾರಿಕೆಯ ಪೂರ್ವಭಾವಿ ಸಭೆಗಳನ್ನು ಆರಂಭಿಸಿದ್ದಾರೆ. ಸಿದ್ದರಾಮಯ್ಯ ನೇತೃತ್ವದ ಸರ್ಕಾರ ಎರಡೂವರೆ ವರ್ಷ ಪೂರ್ಣಗೊಳಿಸಿ ಮೂರನೇ ವರ್ಷದತ್ತ ದಾಪುಗಾಲು ಇಡುತ್ತಿದೆ. ಈ ಮಧ್ಯೆ ಮಾರ್ಚ್ 6ರಂದು ವಿಧಾನಸಭೆಯಲ್ಲಿ ಸಿದ್ದರಾಮಯ್ಯ ತಮ್ಮ 17ನೇ ಬಜೆಟ್ ಮಂಡಿಸಲು ಸಿದ್ಧತೆ ಆರಂಭಿಸಿದ್ದಾರೆ. ಇಂದಿನ ಪೂರ್ವಭಾವಿ ಸಭೆಯಲ್ಲಿ ಬಜೆಟ್ ತಯಾರಿಕೆಗೆ ಚಾಲನೆ ನೀಡಿದರು. ಎರಡೂವರೆ ವರ್ಷದ ಬಳಿಕ ನಾಯಕತ್ವ ಬದಲಾವಣೆಯ ಚರ್ಚೆಗಳ ನಡುವೆ ಬಜೆಟ್ ಪೂರ್ವ ಸಭೆ ನಡೆಯುತ್ತಿದೆ. ಉಪಮುಖ್ಯಮಂತ್ರಿ ಡಿ.ಕೆ.ಶಿವಕುಮಾರ್ ಬಣದ ಶಾಸಕರು ಹೈಕಮಾಂಡ್ ನಿರ್ಧಾರಕ್ಕಾಗಿ ಕಾಯುತ್ತಿದ್ದಾರೆ. ಆದರೆ, ಮುಖ್ಯಮಂತ್ರಿ ಸಿದ್ದರಾಮಯ್ಯ ಮಂಡಿಸುವ ಬಜೆಟ್ ಬಗ್ಗೆ ಎಲ್ಲರ ಕುತೂಹಲ ಕೆರಳಿಸಿದೆ. ಬಜೆಟ್ ಸಿದ್ಧತೆ ಬಗ್ಗೆ ವಿವಿಧ ಇಲಾಖೆಗಳ ಜೊತೆ ಚರ್ಚೆ ನಡೆಸಲಾಗುತ್ತಿದೆ. — [34, 1511, 426, 1712]
table-cell: 3612 — [404, 2126, 520, 2149]
divider — [770, 1223, 771, 1846]
list-item: ಅರಣ್ಯ -555 — [682, 2211, 750, 2228]
table-header: ಪೀಠ — [232, 1945, 300, 1987]
info-volume: ❖ಸಂಪುಟ: 03 — [62, 315, 130, 329]
ballot-col-1: ● ಸುದ್ದಿಮೂಲ ವಾರ್ತೆ ಬೆಂಗಳೂರು, ಫೆ.05: ಇದೇ ವರ್ಷದ ಏಪ್ರಿಲ್- ಮೇ ನಲ್ಲಿ ನಡೆಸಲು ಉದ್ದೇಶಿಸಲಾಗಿರುವ ಗ್ರಾಮ ಪಂಚಾಯತ್‌ಗಳ ಚುನಾವಣೆಯನ್ನು ಬ್ಯಾಲೆಟ್ ಪೇಪರ್‌ಗಳ ಮೂಲಕ ನಡೆಸಲು ಸಂಪುಟ ಸಭೆಯಲ್ಲಿ ನಿರ್ಣಯ ತೆಗೆದುಕೊಳ್ಳಲಾಗಿದೆ. ಮುಖ್ಯಮಂತ್ರಿ ಸಿದ್ದರಾಮಯ್ಯ ಅಧ್ಯಕ್ಷತೆಯಲ್ಲಿ ಗುರುವಾರ ಸಂಪುಟ ಸಭೆ ನಡೆದಿದ್ದು, ಬ್ಯಾಲೆಟ್ ಪೇಪರ್ ಬಳಕೆಗೆ ಕರ್ನಾಟಕ ಗ್ರಾಮ ಸ್ವರಾಜ್ ಮತ್ತು ಪಂಚಾಯತ್ ರಾಜ್ (ತಿದ್ದುಪಡಿ) ವಿಧೇಯಕ 2026ಕ್ಕೆ ಅನುಮೋದನೆ ನೀಡಲಾಗಿದೆ. ಸ್ಥಳೀಯ ಸಂಸ್ಥೆಗಳು ಅಂದರೆ ಜಿಲ್ಲಾ, ತಾಲೂಕು, ಪಟ್ಟಣ ಹಾಗೂ ಗ್ರಾಮ ಪಂಚಾಯಿತಿ ಚುನಾವಣೆಗಳಲ್ಲೂ ಬ್ಯಾಲೆಟ್ ಪೇಪರ್ ಬಳಕೆಗೆ — [1078, 853, 1254, 1200]
budget-kicker-1: ಮಾ.6ರಂದು ಬಜೆಟ್ ಮಂಡನೆಗೆ ಸಿದ್ಧತೆ : — [34, 1223, 335, 1249]
table-cell: 113 — [404, 2149, 520, 2173]
registration-marks — [22, 56, 87, 70]
list-item: ■ ಕರ್ನಾಟಕ ಅಂತರಗಂಗಾ ಸೂಕ್ಷ್ಮ ನೀರಾವರಿ ನಿಗಮ ನಿಯಮಿತ ರದ್ದು ಮಾಡಿ ನಿರ್ಧಾರ. — [1090, 1254, 1391, 1284]
nanjegowda-photo — [260, 895, 349, 1006]
list-item: ಧಾರವಾಡ - 1483 — [878, 2146, 977, 2163]
rail-headline: ಹೆಜ್ಜಾಲ - ಚಾಮರಾಜನಗರ ರೈಲು ಮಾರ್ಗ ಮಂಜೂರಾತಿಗೆ ಮನವಿ — [782, 1245, 1064, 1360]
continued-link[interactable]: ●2ನೇ ಪುಟಕ್ಕೆ — [284, 738, 349, 754]
districts-box-title: ದ್ವಿತೀಯ ಮೇಲ್ಮನವಿ ಬಾಕಿ ಇರುವ ಜಿಲ್ಲೆಗಳು — [872, 1944, 1038, 2008]
lease-headline: ಗುತ್ತಿಗೆ ಅವಧಿ ಮುಗಿದ ಕೇಂದ್ರ ಪಾಲಿಕೆ ಆಸ್ತಿ ವಶಕ್ಕೆ ಸೂಚನೆ — [1077, 1670, 1412, 1755]
info-pages: ❖ಪುಟ: 6 — [1245, 315, 1292, 329]
table-cell: 5206 — [300, 2079, 404, 2103]
list-item: ಕೈಗಾರಿಕೆ -803 — [682, 2189, 757, 2206]
inspector-body: ● ಸುದ್ದಿಮೂಲ ವಾರ್ತೆ ಬೆಂಗಳೂರು, ಫೆ.05: ಅಪರಾಧ ಪ್ರಕರಣವೊಂದರಲ್ಲಿ ಸಹಾಯ ಮಾಡಲು 4 ಲಕ್ಷ ರೂ ಲಂಚ ಸ್ವೀಕರಿಸುವಾಗ ಲೋಕಾಯುಕ್ತ ಬಲೆಗೆ ಬಿದ್ದಿದ್ದ ಚೀರಾಡಿದ್ದ ಕೆ.ಪಿ.ಅಗ್ರಹಾರ ಠಾಣೆ ಇನ್‌ಸ್ಪೆಕ್ಟರ್ ಗೋವಿಂದರಾಜು ಅವರನ್ನು ಅಮಾನತು ಮಾಡಲಾಗಿದೆ. ಲಂಚ ಪಡೆದ ಆರೋಪದಡಿ ಭ್ರಷ್ಟಾಚಾರ ನಿಗ್ರಹ ಕಾಯ್ದೆಯಡಿ ಪ್ರಕರಣ ದಾಖಲಿಸಿಕೊಂಡು ಗೋವಿಂದರಾಜು ಅವರನ್ನು ಲೋಕಾಯುಕ್ತ ಪೊಲೀಸರು ಬಂಧಿಸಿದ್ದರು. ಮೈಸೂರು ರಸ್ತೆಯ ಸಿಎಆರ್ ಮೈದಾನ ಬಳಿ ಪೊಲೀಸ್ ಸಮವಸ್ತ್ರದಲ್ಲಿಯೇ ಲಂಚ ಪಡೆಯುತ್ತಿದ್ದಾಗ ಇನ್‌ಸ್ಪೆಕ್ಟರ್ ರೆಡ್ ಹ್ಯಾಂಡ್ ಆಗಿ ಸಿಕ್ಕಿಬಿದ್ದಿದ್ದರು. ಟ್ರ್ಯಾಪ್‌ಗೆ ಒಳಗಾಗುತ್ತಿದ್ದಂತೆ ಗೋವಿಂದರಾಜು ಜೋರಾಗಿ ಚೀರಾಡಿದ್ದರು. ಬಳಿಕ ಸಿನಿಮೀಯ ಶೈಲಿಯಲ್ಲಿ ಅವರನ್ನು ಬಂಧಿಸಲಾಗಿತ್ತು. ಬಳಿಕ ಲೋಕಾಯುಕ್ತ ದಾಳಿ ವೇಳೆ ಗೋವಿಂದರಾಜು ಚೀರಾಡಿದ್ದ ವಿಡಿಯೋ ವೈರಲ್ ಆಗಿತ್ತು. — [44, 478, 349, 736]
table-cell: 987 — [300, 2149, 404, 2173]
table-row — [232, 2173, 520, 2196]
list-item: ಜಲ ಸಂಪನ್ಮೂಲ - 1047 — [682, 2146, 809, 2163]
lead-quote: ಇವತ್ತಿನ ರಾಜಕಾರಣ ವ್ಯವಹಾರವಾಗಿದೆ, ರಾಜಕಾರಣಿಗಳಾದವರು ವ್ಯಾಪಾರಿಗಳಾಗಿದ್ದಾರೆ ಇಂತಹ ಪರಿಸ್ಥಿತಿಯಲ್ಲಿ ನಮ್ಮಂತವರಿಗೆ ರಾಜಕೀಯ ಸಾಧ್ಯವೇ? ಇಂದಿರಾಗಾಂಧಿಯವರು ಬಡವರ ಕೈಗೆ ಅಧಿಕಾರ ಕೊಟ್ಟರೆ ಬಿಜೆಪಿಯವರು ಬಂದಮೇಲೆ ಶ್ರೀಮಂತರ ಕೈಗೆ ಅಧಿಕಾರ ಕೊಟ್ಟಿದ್ದಾರೆ. ಚುನಾವಣೆಯಲ್ಲಿ ಹಣ ಕೊಟ್ಟು ಭ್ರಷ್ಟ ವ್ಯವಸ್ಥೆ ತಂದಿಟ್ಟಿದ್ದಾರೆ... — [396, 502, 634, 628]
table-cell: 4731 — [404, 1986, 520, 2009]
table-row — [232, 2056, 520, 2079]
rti-story — [34, 1860, 1068, 2324]
table-cell: ಪೀಠ-6 — [232, 2103, 300, 2126]
table-cell: 6319 — [300, 2056, 404, 2079]
masthead-websites: www.suddimoola.in - https://epaper.suddimoola.in — [411, 242, 620, 252]
list-item: ಲೋಕೋಪಯೋಗಿ - 1280 — [682, 2124, 819, 2141]
list-item: ■ ಜಿಬಿಎ ವ್ಯಾಪ್ತಿಯಲ್ಲಿ ಅರ್ಹ ಬೀದಿಬದಿ ವ್ಯಾಪಾರಿಗಳಿಗೆ ಆಟೋ ಅಥವಾ ಕಾರು ಖರೀದಿಸಲು 42.84 ಕೋಟಿ ರೂ. ಸಹಾಯಧನ ನೀಡಲು ಆಡಳಿತಾತ್ಮಕ ಅನುಮೋದನೆ. — [1079, 1531, 1439, 1592]
divider — [33, 1209, 1067, 1211]
table-cell: 5792 — [300, 2009, 404, 2033]
modi-story — [384, 734, 1070, 1229]
publisher-name: SUDDIMOOLA PUBLISHERS INDIA LIMITED — [542, 93, 804, 107]
cabinet-box-title: ಸಂಪುಟ ಸಭೆಯ ಇತರೆ ನಿರ್ಣಯಗಳು — [1079, 1217, 1312, 1247]
divider — [1073, 1851, 1074, 2313]
crop-mark — [22, 2346, 39, 2348]
divider — [432, 1223, 434, 1846]
ashok-kicker-1: ತಿಮ್ಮಾಪುರ ರಾಜೀನಾಮೆ ತನಕ ಹೋರಾಟ; — [493, 1223, 713, 1243]
budget-story — [34, 1223, 426, 1846]
lease-col-2: ಬೆಂಗಳೂರು ಕೇಂದ್ರ ನಗರ ಪಾಲಿಕೆ ಸೇರಿದ ಸ್ವತ್ತುಗಳ ವಿವರವನ್ನು ಸಂಗ್ರಹಿಸಿ ಅಧಿಕಾರಿಗಳು ಸ್ಥಳ ಪರಿಶೀಲನೆ ನಡೆಸಬೇಕು. ಅನಧಿಕೃತವಾಗಿ ಒತ್ತುವರಿ ಮಾಡಿಕೊಂಡಿರುವ ಆಸ್ತಿಗಳನ್ನು ತೆರವುಗೊಳಿಸಿ ಪಾಲಿಕೆ ವಶಕ್ಕೆ ಪಡೆಯಬೇಕು. ಆಸ್ತಿ ತೆರಿಗೆ ಸಂಗ್ರಹಣೆಯಲ್ಲಿ ಪ್ರಗತಿ ಸಾಧಿಸಬೇಕು. ಬಾಕಿ ಉಳಿಸಿಕೊಂಡಿರುವವರಿಗೆ ನೋಟಿಸ್ ನೀಡಿ ವಸೂಲಿ ಮಾಡಬೇಕು ಎಂದು ಸೂಚಿಸಿದರು. ●2ನೇ ಪುಟಕ್ಕೆ — [1265, 1908, 1441, 2093]
modi-col-3: ಮುಂದಾಗಿತ್ತು ಎಂಬ ಗಂಭೀರ ಆರೋಪ ಕೇಳಿ ಬಂದಿದೆ. ಸಾಮಾನ್ಯವಾಗಿ ರಾಷ್ಟ್ರಪತಿ ಅವರ ಭಾಷಣಕ್ಕೆ ವಂದನೆ ಸಲ್ಲಿಸುವ ವೇಳೆ ಪ್ರಧಾನಿಗಳು ಸುದೀರ್ಘ ಭಾಷಣ ಮಾಡುತ್ತಾರೆ. ಸದ್ಯದ ಪರಿಸ್ಥಿತಿಯಿಂದ ಪ್ರಧಾನಿ ಸುರಕ್ಷತೆಯ ದೃಷ್ಟಿ ಯಿಂದ ಮೋದಿ ಅವರು ಮಾತನಾಡದೆಯೇ ಧನ್ಯವಾದ ಪ್ರಸ್ತಾವನೆಯನ್ನು ಧ್ವನಿ ಮತದಿಂದ ಅಂಗೀಕರಿಸಲಾಯಿತು ಎಂದು ಲೋಕಸಭಾಧ್ಯಕ್ಷ ಓಂ ಬಿರ್ಲಾ ಅವರು ಹೇಳಿದ್ದಾರೆ. ಮಂಗಳವಾರ ನಡೆದ ಕಲಾಪದಲ್ಲಿ ವಿರೋಧ ಪಕ್ಷದ ಸದಸ್ಯರು, ●2ನೇ ಪುಟಕ್ಕೆ — [832, 900, 1049, 1231]
list-item: ■ ಕರ್ನಾಟಕ ಪೊಲೀಸ್ (ತಿದ್ದುಪಡಿ) ವಿಧೇಯಕ, 2026ಕ್ಕೆ ಅನುಮೋದನೆ. — [1090, 1387, 1392, 1401]
table-cell: 3187 — [404, 2079, 520, 2103]
modi-headline-red: ಲೋಕ ಸಭೆಗೆ ಬಾರದ ಮೋದಿ — [475, 828, 978, 891]
interview-box: ಮಾಜಿ ಶಾಸಕ ಎ.ಪಾಪಾರೆಡ್ಡಿ ವಿಶೇಷ ಸಂದರ್ಶನ — [917, 458, 1180, 553]
continued-link[interactable]: ●2ನೇ ಪುಟಕ್ಕೆ — [1376, 2077, 1441, 2093]
table-cell: ಪೀಠ-8 — [232, 2149, 300, 2173]
rail-body: ● ಸುದ್ದಿಮೂಲ ವಾರ್ತೆ ನವದೆಹಲಿ, ಫೆ.05: ಹೆಜ್ಜಾಲ ಹಾಗೂ ಚಾಮರಾಜನಗರ ನಡುವಿನ ರೈಲು ಮಾರ್ಗಕ್ಕೆ ಮಂಜೂರಾತಿ ನೀಡುವಂತೆ ಸಚಿವ ಕುಮಾರಸ್ವಾಮಿ ಅವರು ಕೇಂದ್ರ ರೈಲ್ವೆ ಸಚಿವ ಅಶ್ವಿನಿ ವೈಷ್ಣವ್ ಅವರಲ್ಲಿ ಮನವಿ ಮಾಡಿದರು. ಸಂಸತ್ ಭವನದಲ್ಲಿರುವ ರೈಲ್ವೆ ಸಚಿವರ ಕಚೇರಿಗೆ ಭೇಟಿ ನೀಡಿದ ಕುಮಾರಸ್ವಾಮಿ ಅವರು ರಾಜ್ಯದ ರೈಲ್ವೆ ಯೋಜನೆಗಳ ಬಗ್ಗೆ ಚರ್ಚೆ ನಡೆಸಿದರು. ಈ ಮಾರ್ಗವು ಹೆಜ್ಜಾಲ, ಹಾರೋಹಳ್ಳಿ, ಕನಕಪುರ, ಮಳವಳ್ಳಿ, ಕೊಳ್ಳೇಗಾಲ, ಯಳಂದೂರು ಮಾರ್ಗವಾಗಿ ಚಾಮರಾಜನಗರವನ್ನು ಸಂಪರ್ಕಿಸಲಿದೆ. ಕೊಡಗು ಜಿಲ್ಲೆಯಲ್ಲಿ ಹೊಸ ಬ್ರಾಡ್ ಗೇಜ್ ರೈಲು ಮಾರ್ಗ ನಿರ್ಮಾಣಕ್ಕೆ ಮಂಜೂರಾತಿ ನೀಡಬೇಕು. ಹಾಸನ ಜಿಲ್ಲೆಯ ಸಕಲೇಶಪುರ ರೈಲು ನಿಲ್ದಾಣ ಅಭಿವೃದ್ಧಿ ಮಾಡುವಂತೆಯೂ ಮನವಿ ಮಾಡಿದರು. — [775, 1507, 1071, 1725]
masthead-english-name: SUDDI MOOLA Kannada Daily — [650, 239, 831, 253]
info-managing-editor: ❖ವ್ಯವಸ್ಥಾಪಕ ಸಂಪಾದಕ : ವಿಶ್ವನಾಥ ಬಸವರಾಜ ಸ್ವಾಮಿ — [306, 315, 526, 329]
rti-col-1: ● ಸುದ್ದಿಮೂಲ ವಾರ್ತೆ ಬೆಂಗಳೂರು, ಫೆ.05: ರಾಜ್ಯ ಮಾಹಿತಿ ಆಯೋಗ ಕಳೆದ ಒಂದು ವರ್ಷದಲ್ಲಿ ಮಾಹಿತಿ ನೀಡದ ಅಧಿಕಾರಿಗಳಿಗೆ ದಂಡ, ಶಿಸ್ತುಕ್ರಮಕ್ಕೆ ಶಿಫಾರಸು ಮಾಡಿದೆ. 36474 ಮೇಲ್ಮನವಿ ವಿಲೇವಾರಿ ಮಾಡಿದೆ ಎಂದು ಆಯೋಗದ ಮುಖ್ಯ ಆಯುಕ್ತ ಕೆ.ರಾಮನ್ ತಿಳಿಸಿದ್ದಾರೆ. 2005ರ ಫೆಬ್ರವರಿ 4 ರಂದು ಒಂದು ಜನ ಮಾಹಿತಿ ಆಯುಕ್ತರನ್ನು ನೇಮಕ ಮಾಡಿದ್ದು, ಡಿಸೆಂಬರ್‌ನಲ್ಲಿ ಮೂವರು ಮಾಹಿತಿ ಆಯುಕ್ತರು ನೇಮಕಗೊಂಡಿದ್ದಾರೆ. 2023 ರಿಂದ 2025ರ ಫೆಬ್ರವರಿ ತನಕ ಕೇವಲ ಮೂರು ಜನ ಮಾತ್ರ ಆಯುಕ್ತರು ಕಾರ್ಯ ನಿರ್ವಹಿಸುತ್ತಿದ್ದರು. ಆದರೆ ಒಂದು ವರ್ಷದ ಅವಧಿಯಲ್ಲಿ ದ್ವಿತೀಯ ಮೇಲ್ಮನವಿ ಅರ್ಜಿಗಳ ವಿಲೇವಾರಿ ವೇಗ ಹೆಚ್ಚಿದೆ. — [34, 1945, 223, 2220]
maluru-kicker: ಚುನಾವಣಾ ಆಯೋಗ ಮುಚ್ಚಿದ ಲಕೋಟೆಯಲ್ಲಿ ಸಲ್ಲಿಸಿದ್ದ ಫಲಿತಾಂಶ ಪ್ರಕಟಿಸಿದ ಸುಪ್ರೀಂ ಕೋರ್ಟ್ — [63, 766, 330, 804]
continued-link[interactable]: ●2ನೇ ಪುಟಕ್ಕೆ — [984, 1105, 1049, 1121]
